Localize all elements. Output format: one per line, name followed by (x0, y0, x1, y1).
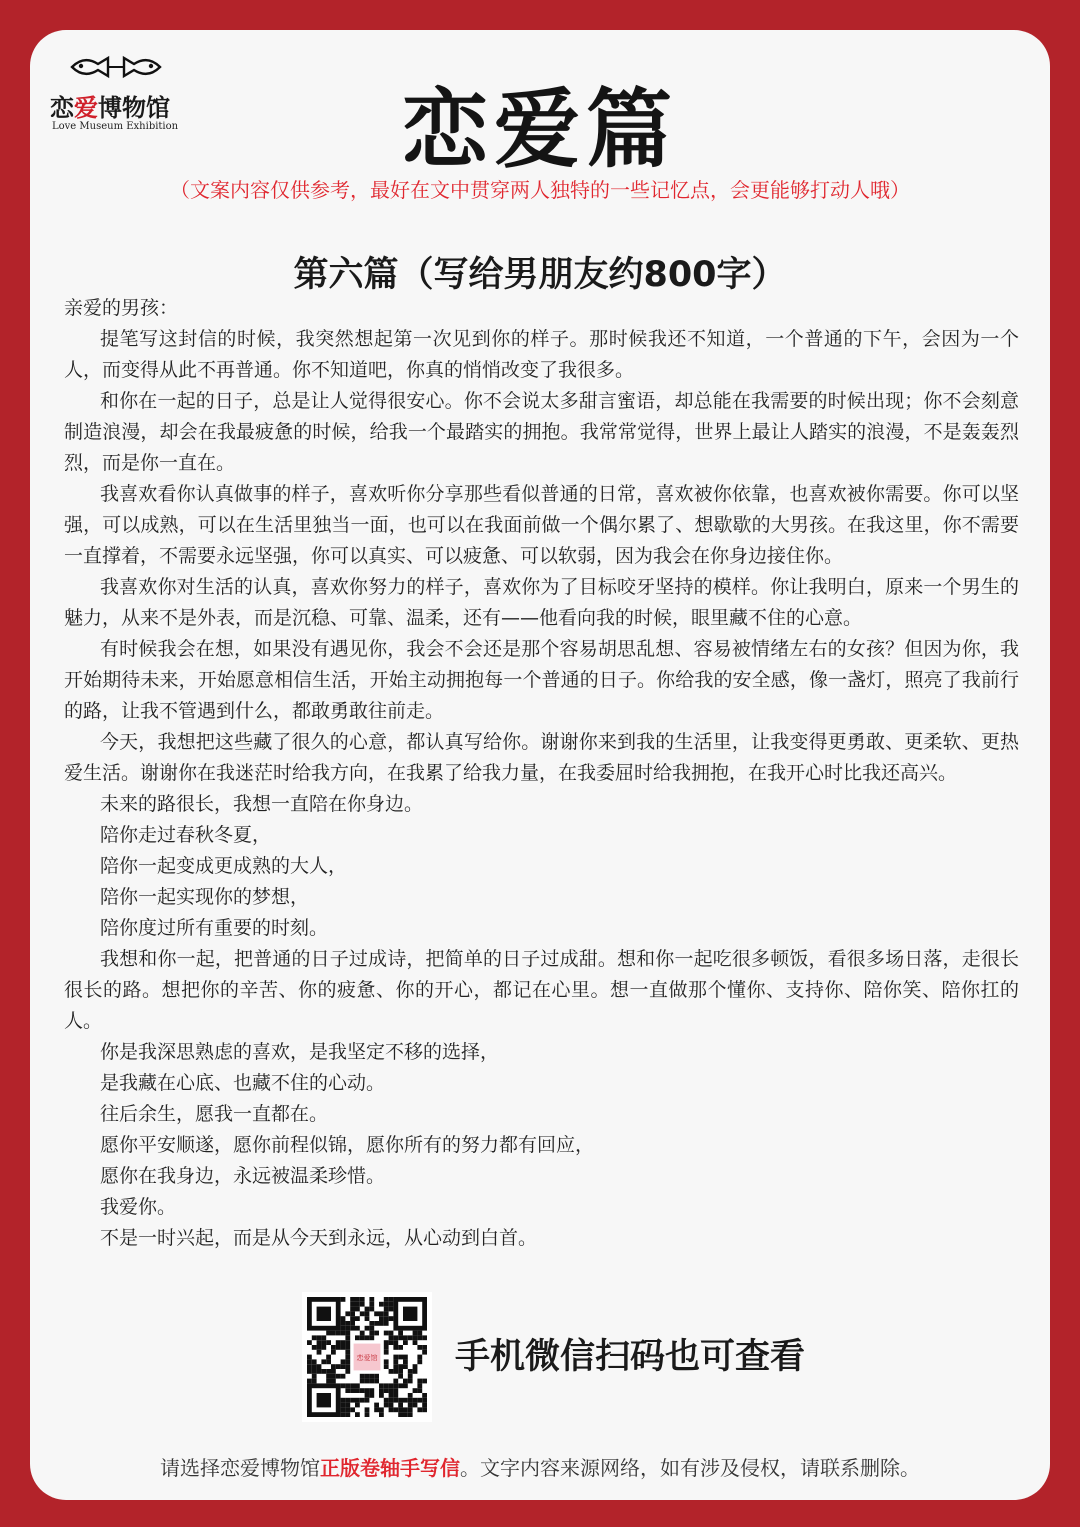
letter-paragraph: 我爱你。 (100, 1196, 177, 1218)
letter-paragraph: 和你在一起的日子，总是让人觉得很安心。你不会说太多甜言蜜语，却总能在我需要的时候出现；你不会刻意制造浪漫，却会在我最疲惫的时候，给我一个最踏实的拥抱。我常常觉得，世界上最让人踏实的浪漫，不是轰轰烈烈，而是你一直在。 (64, 390, 1019, 474)
letter-card (30, 30, 1050, 1500)
letter-paragraph: 未来的路很长，我想一直陪在你身边。 (100, 793, 424, 815)
footer-highlight-link[interactable]: 正版卷轴手写信 (320, 1456, 460, 1480)
letter-paragraph: 提笔写这封信的时候，我突然想起第一次见到你的样子。那时候我还不知道，一个普通的下午，会因为一个人，而变得从此不再普通。你不知道吧，你真的悄悄改变了我很多。 (64, 328, 1019, 381)
qr-code[interactable] (302, 1292, 432, 1422)
qr-code-image (302, 1292, 432, 1422)
footer-text: 请选择恋爱博物馆 (160, 1456, 320, 1480)
page-title: 恋爱篇 (402, 79, 678, 180)
letter-paragraph: 陪你走过春秋冬夏， (100, 824, 272, 846)
letter-paragraph: 陪你一起实现你的梦想， (100, 886, 310, 908)
letter-salutation: 亲爱的男孩： (64, 297, 179, 319)
footer-text-end: 。文字内容来源网络，如有涉及侵权，请联系删除。 (460, 1456, 920, 1480)
letter-paragraph: 今天，我想把这些藏了很久的心意，都认真写给你。谢谢你来到我的生活里，让我变得更勇敢、更柔软、更热爱生活。谢谢你在我迷茫时给我方向，在我累了给我力量，在我委屈时给我拥抱，在我开心时比我还高兴。 (64, 731, 1019, 784)
letter-paragraph: 不是一时兴起，而是从今天到永远，从心动到白首。 (100, 1227, 538, 1249)
letter-paragraph: 往后余生，愿我一直都在。 (100, 1103, 329, 1125)
logo-subtitle: Love Museum Exhibition (52, 121, 179, 132)
letter-body (64, 293, 1019, 1254)
letter-paragraph: 陪你度过所有重要的时刻。 (100, 917, 329, 939)
footer-notice (30, 1450, 1050, 1486)
page-subtitle: （文案内容仅供参考，最好在文中贯穿两人独特的一些记忆点，会更能够打动人哦） (170, 178, 910, 202)
svg-text:恋爱馆: 恋爱馆 (356, 1354, 378, 1362)
letter-paragraph: 我喜欢看你认真做事的样子，喜欢听你分享那些看似普通的日常，喜欢被你依靠，也喜欢被你需要。你可以坚强，可以成熟，可以在生活里独当一面，也可以在我面前做一个偶尔累了、想歇歇的大男孩。在我这里，你不需要一直撑着，不需要永远坚强，你可以真实、可以疲惫、可以软弱，因为我会在你身边接住你。 (64, 483, 1019, 567)
letter-paragraph: 我喜欢你对生活的认真，喜欢你努力的样子，喜欢你为了目标咬牙坚持的模样。你让我明白，原来一个男生的魅力，从来不是外表，而是沉稳、可靠、温柔，还有——他看向我的时候，眼里藏不住的心意。 (64, 576, 1019, 629)
letter-paragraph: 愿你平安顺遂，愿你前程似锦，愿你所有的努力都有回应， (100, 1134, 595, 1156)
scan-hint: 手机微信扫码也可查看 (455, 1337, 806, 1377)
letter-paragraph: 我想和你一起，把普通的日子过成诗，把简单的日子过成甜。想和你一起吃很多顿饭，看很多场日落，走很长很长的路。想把你的辛苦、你的疲惫、你的开心，都记在心里。想一直做那个懂你、支持你、陪你笑、陪你扛的人。 (64, 948, 1019, 1032)
section-title: 第六篇（写给男朋友约800字） (293, 255, 787, 295)
letter-paragraph: 愿你在我身边，永远被温柔珍惜。 (100, 1165, 386, 1187)
letter-paragraph: 是我藏在心底、也藏不住的心动。 (100, 1072, 386, 1094)
fish-icon (68, 50, 200, 84)
letter-paragraph: 有时候我会在想，如果没有遇见你，我会不会还是那个容易胡思乱想、容易被情绪左右的女孩？但因为你，我开始期待未来，开始愿意相信生活，开始主动拥抱每一个普通的日子。你给我的安全感，像一盏灯，照亮了我前行的路，让我不管遇到什么，都敢勇敢往前走。 (64, 638, 1019, 722)
letter-paragraph: 你是我深思熟虑的喜欢，是我坚定不移的选择， (100, 1041, 500, 1063)
letter-paragraph: 陪你一起变成更成熟的大人， (100, 855, 348, 877)
logo-name: 恋爱博物馆 (50, 93, 170, 122)
